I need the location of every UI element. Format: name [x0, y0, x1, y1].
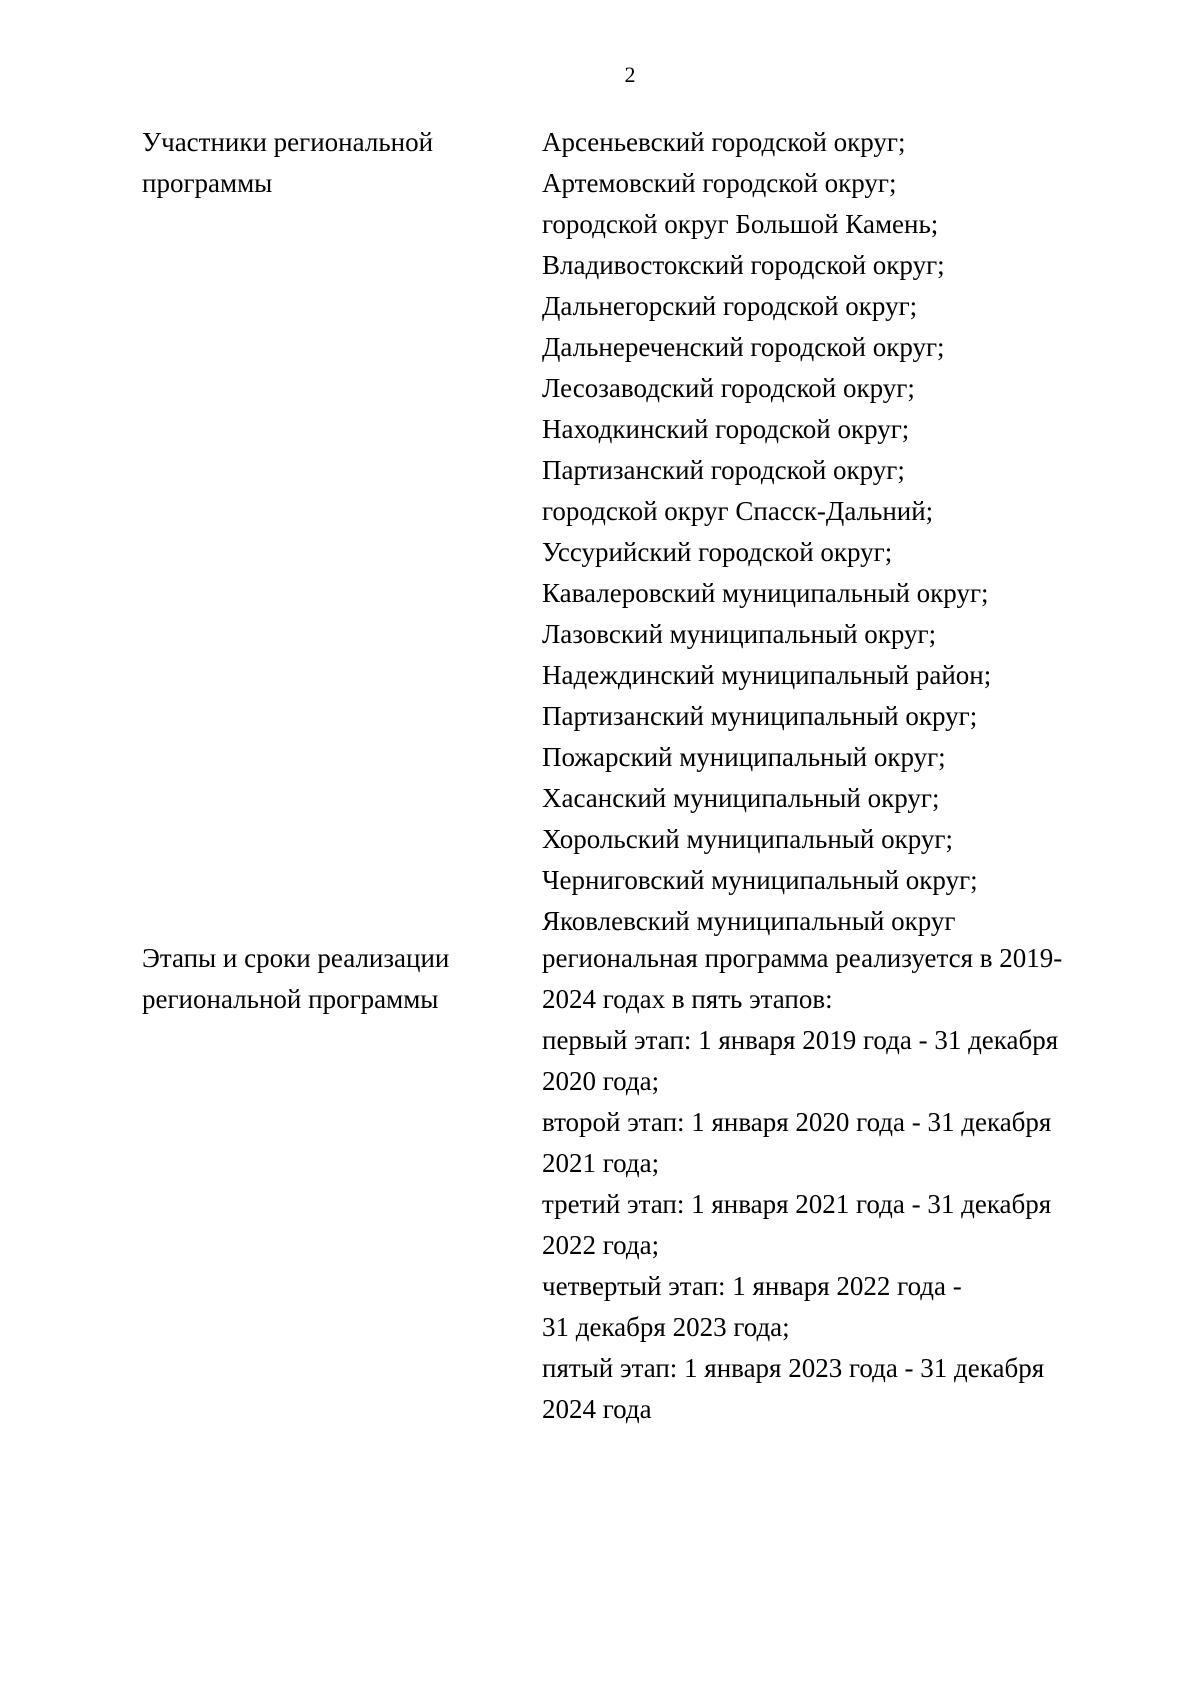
- participant-item: Партизанский муниципальный округ;: [542, 701, 978, 731]
- participant-item: Черниговский муниципальный округ;: [542, 865, 978, 895]
- stages-text: [542, 938, 1102, 1430]
- participant-item: городской округ Спасск-Дальний;: [542, 496, 934, 526]
- participant-item: Арсеньевский городской округ;: [542, 127, 906, 157]
- participant-item: Надеждинский муниципальный район;: [542, 660, 992, 690]
- participants-list: [542, 122, 1102, 942]
- participant-item: Дальнереченский городской округ;: [542, 332, 945, 362]
- participant-item: Артемовский городской округ;: [542, 168, 897, 198]
- page-number: 2: [624, 62, 636, 87]
- participant-item: Владивостокский городской округ;: [542, 250, 945, 280]
- stages-line: 2024 годах в пять этапов:: [542, 984, 833, 1014]
- stages-line: 2022 года;: [542, 1230, 660, 1260]
- stages-label-line: региональной программы: [142, 984, 439, 1014]
- participant-item: Уссурийский городской округ;: [542, 537, 893, 567]
- participants-label-line: Участники региональной: [142, 127, 434, 157]
- participant-item: Хасанский муниципальный округ;: [542, 783, 940, 813]
- stages-line: первый этап: 1 января 2019 года - 31 декабря: [542, 1025, 1059, 1055]
- stages-line: второй этап: 1 января 2020 года - 31 декабря: [542, 1107, 1052, 1137]
- stages-line: региональная программа реализуется в 2019-: [542, 943, 1063, 973]
- stages-label: [142, 938, 542, 1020]
- participant-item: Партизанский городской округ;: [542, 455, 905, 485]
- participant-item: Яковлевский муниципальный округ: [542, 906, 956, 936]
- stages-line: 2020 года;: [542, 1066, 660, 1096]
- participants-label-line: программы: [142, 168, 273, 198]
- participant-item: Лазовский муниципальный округ;: [542, 619, 937, 649]
- stages-line: 2024 года: [542, 1394, 652, 1424]
- participant-item: Пожарский муниципальный округ;: [542, 742, 946, 772]
- participants-label: [142, 122, 542, 204]
- participant-item: Лесозаводский городской округ;: [542, 373, 915, 403]
- participant-item: Кавалеровский муниципальный округ;: [542, 578, 989, 608]
- stages-line: 2021 года;: [542, 1148, 660, 1178]
- participant-item: Хорольский муниципальный округ;: [542, 824, 953, 854]
- stages-line: 31 декабря 2023 года;: [542, 1312, 790, 1342]
- participant-item: Находкинский городской округ;: [542, 414, 910, 444]
- stages-label-line: Этапы и сроки реализации: [142, 943, 450, 973]
- stages-line: пятый этап: 1 января 2023 года - 31 декабря: [542, 1353, 1045, 1383]
- stages-line: четвертый этап: 1 января 2022 года -: [542, 1271, 962, 1301]
- participant-item: городской округ Большой Камень;: [542, 209, 939, 239]
- participant-item: Дальнегорский городской округ;: [542, 291, 918, 321]
- stages-line: третий этап: 1 января 2021 года - 31 декабря: [542, 1189, 1052, 1219]
